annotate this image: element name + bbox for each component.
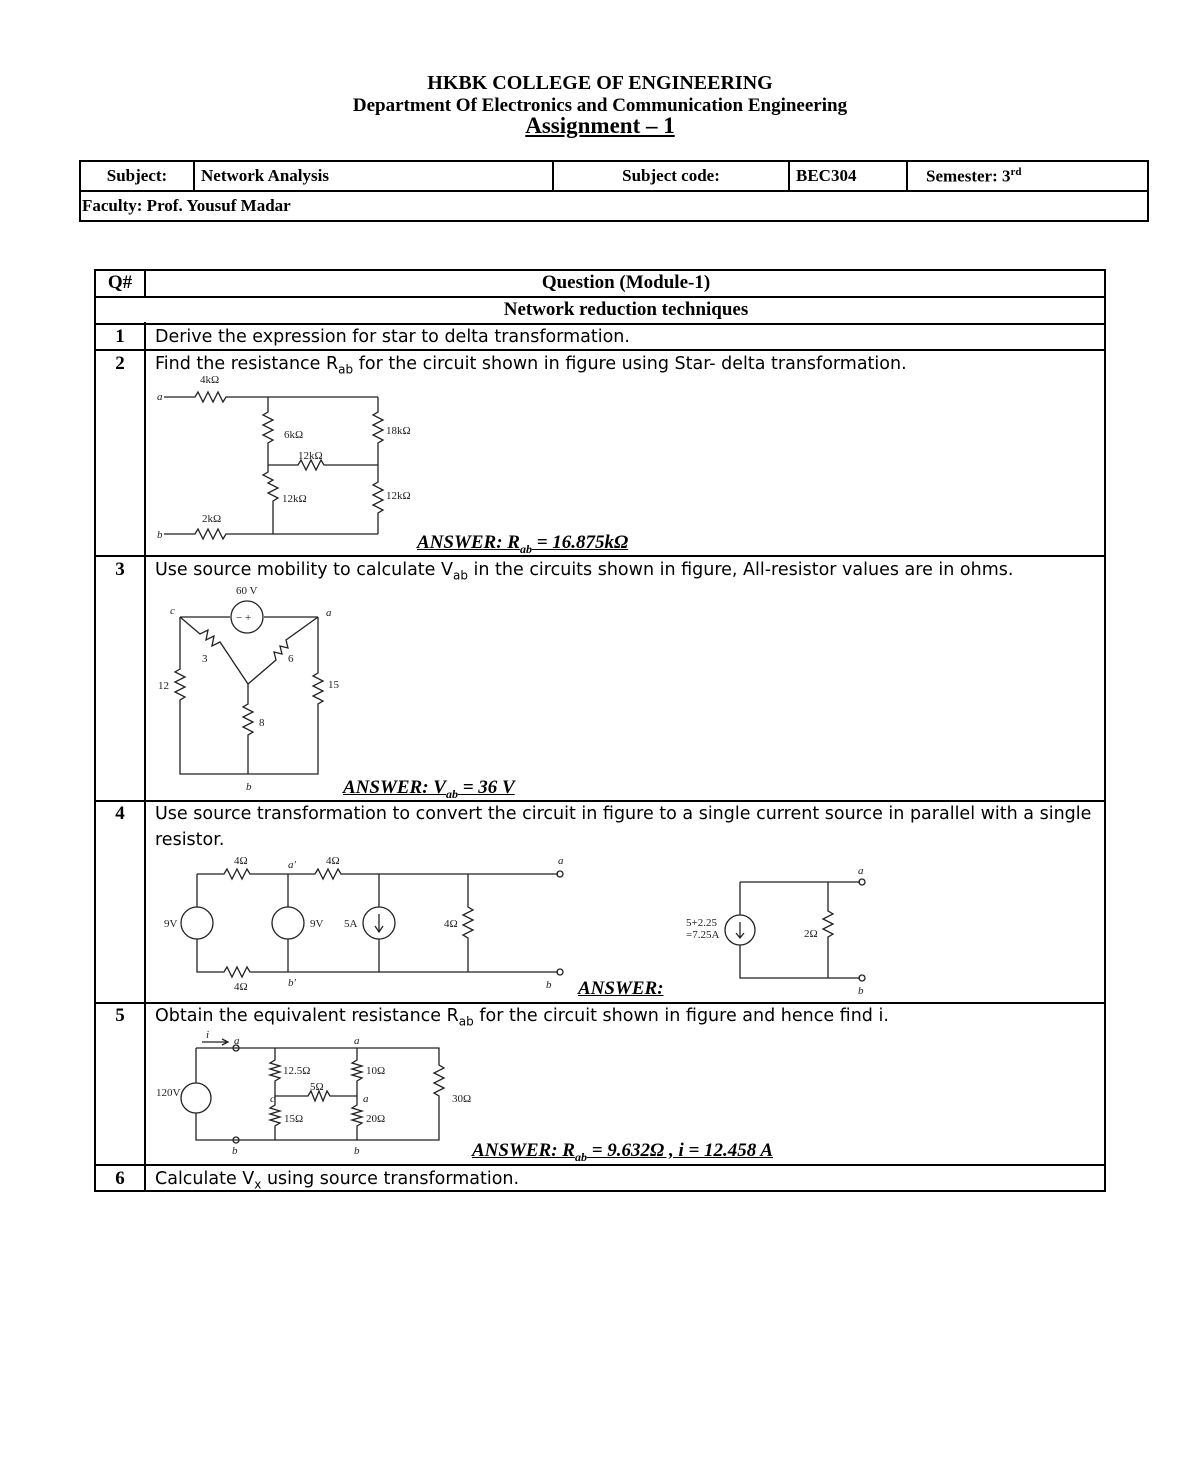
svg-text:30Ω: 30Ω [452,1093,472,1105]
svg-text:a: a [234,1035,240,1047]
svg-text:a: a [157,391,163,403]
q3-text: Use source mobility to calculate $V_{ab}$ in the circuits shown in figure, All-resistor values are in ohms. [155,560,1014,583]
q3-number: 3 [115,559,125,580]
code-value: BEC304 [789,161,907,191]
svg-text:15: 15 [328,679,339,691]
svg-text:12: 12 [158,680,169,692]
svg-text:b: b [157,529,163,541]
svg-text:12kΩ: 12kΩ [282,493,307,505]
col-question-header: Question (Module-1) [541,272,711,293]
svg-text:6: 6 [288,653,294,665]
svg-text:8: 8 [259,717,265,729]
svg-text:4Ω: 4Ω [234,855,248,867]
svg-text:a: a [354,1035,360,1047]
q4-number: 4 [115,803,125,824]
svg-text:b: b [546,979,552,991]
svg-text:3: 3 [202,653,208,665]
svg-text:15Ω: 15Ω [284,1113,304,1125]
svg-text:=7.25A: =7.25A [686,929,720,941]
q3-answer: ANSWER: $V_{ab} = 36$ V [343,777,515,801]
svg-text:4Ω: 4Ω [234,981,248,993]
q5-answer: ANSWER: $R_{ab} = 9.632\Omega$ , i = 12.458 A [472,1140,774,1164]
svg-text:b: b [354,1145,360,1157]
svg-text:a: a [326,607,332,619]
svg-text:− +: − + [236,612,252,624]
q6-number: 6 [115,1168,125,1189]
svg-text:6kΩ: 6kΩ [284,429,304,441]
q1-text: Derive the expression for star to delta transformation. [155,327,630,347]
q4-answer: ANSWER: [578,978,664,999]
svg-text:5A: 5A [344,918,358,930]
q2-number: 2 [115,353,125,374]
fig5-circuit [150,1030,480,1155]
subject-label: Subject: [80,161,194,191]
svg-text:9V: 9V [164,918,178,930]
code-label: Subject code: [553,161,789,191]
section-title: Network reduction techniques [503,299,749,320]
q5-text: Obtain the equivalent resistance $R_{ab}$ for the circuit shown in figure and hence find i. [155,1006,889,1029]
svg-text:b: b [246,781,252,793]
subject-value: Network Analysis [194,161,553,191]
svg-text:i: i [206,1029,210,1041]
svg-text:b: b [858,985,864,997]
svg-text:2Ω: 2Ω [804,928,818,940]
q2-text: Find the resistance $R_{ab}$ for the circuit shown in figure using Star- delta transformation. [155,354,907,377]
q1-number: 1 [115,326,125,347]
svg-text:c: c [170,605,175,617]
faculty: Faculty: Prof. Yousuf Madar [80,191,1148,221]
svg-text:60 V: 60 V [236,585,258,597]
q2-answer: ANSWER: $R_{ab} = 16.875k\Omega$ [417,532,629,556]
svg-text:20Ω: 20Ω [366,1113,386,1125]
svg-text:b: b [232,1145,238,1157]
svg-text:120V: 120V [156,1087,181,1099]
svg-text:12kΩ: 12kΩ [386,490,411,502]
svg-text:12kΩ: 12kΩ [298,450,323,462]
svg-text:4kΩ: 4kΩ [200,374,220,386]
meta-table [79,160,1149,222]
fig4-circuit [160,852,580,992]
q5-number: 5 [115,1005,125,1026]
svg-text:a: a [558,855,564,867]
svg-text:4Ω: 4Ω [444,918,458,930]
fig4-answer-circuit [680,866,880,996]
svg-text:c: c [270,1093,275,1105]
assignment-title: Assignment – 1 [525,113,675,138]
svg-text:b′: b′ [288,977,296,989]
svg-text:12.5Ω: 12.5Ω [283,1065,311,1077]
semester: Semester: 3rd [907,161,1148,191]
fig3-circuit [150,584,370,793]
department-name: Department Of Electronics and Communication Engineering [352,95,848,116]
svg-text:18kΩ: 18kΩ [386,425,411,437]
fig2-circuit [150,372,450,542]
svg-text:4Ω: 4Ω [326,855,340,867]
svg-text:5+2.25: 5+2.25 [686,917,717,929]
q6-text: Calculate $V_x$ using source transformation. [155,1169,520,1192]
svg-text:a: a [363,1093,369,1105]
college-name: HKBK COLLEGE OF ENGINEERING [427,72,773,94]
svg-text:10Ω: 10Ω [366,1065,386,1077]
svg-text:9V: 9V [310,918,324,930]
q4-text: Use source transformation to convert the circuit in figure to a single current source in parallel with a single resistor. [155,804,1092,850]
svg-text:a: a [858,865,864,877]
col-q-header: Q# [107,272,133,293]
svg-text:a′: a′ [288,859,296,871]
svg-text:2kΩ: 2kΩ [202,513,222,525]
svg-text:5Ω: 5Ω [310,1081,324,1093]
